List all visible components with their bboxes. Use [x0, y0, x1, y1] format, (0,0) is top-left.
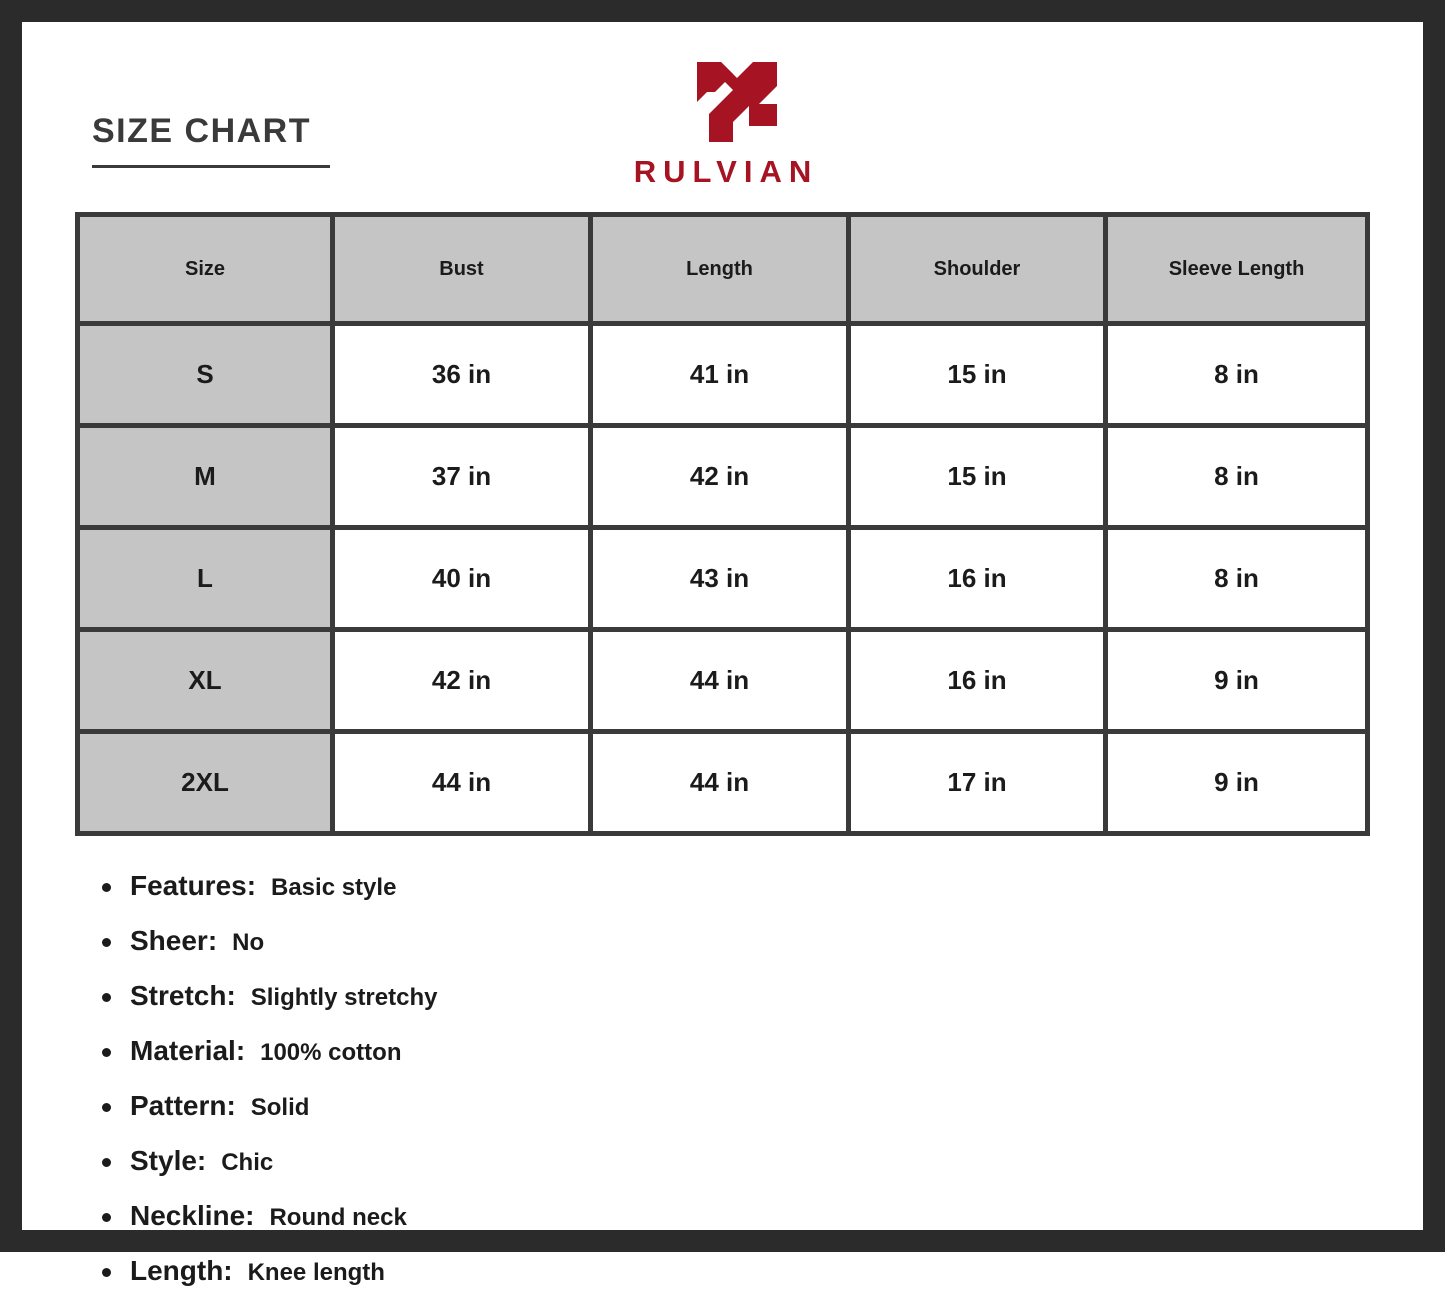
- cell-size: S: [80, 326, 335, 428]
- list-item: [96, 1137, 1371, 1187]
- column-header-size: Size: [80, 217, 335, 326]
- cell-shoulder: 15 in: [851, 326, 1108, 428]
- cell-sleeve-length: 8 in: [1108, 326, 1365, 428]
- cell-length: 44 in: [593, 734, 851, 831]
- detail-value: Slightly stretchy: [250, 984, 438, 1011]
- column-header-bust: Bust: [335, 217, 593, 326]
- cell-sleeve-length: 9 in: [1108, 734, 1365, 831]
- cell-shoulder: 17 in: [851, 734, 1108, 831]
- table-row: [80, 632, 1365, 734]
- table-row: [80, 530, 1365, 632]
- cell-length: 43 in: [593, 530, 851, 632]
- list-item: [96, 1247, 1371, 1297]
- detail-label: Sheer:: [130, 925, 218, 956]
- table-header-row: [80, 217, 1365, 326]
- brand-block: [74, 56, 1371, 190]
- table-row: [80, 734, 1365, 831]
- detail-label: Length:: [130, 1255, 233, 1286]
- page-inner: [22, 22, 1423, 1286]
- detail-value: Chic: [221, 1149, 274, 1176]
- cell-size: M: [80, 428, 335, 530]
- cell-sleeve-length: 9 in: [1108, 632, 1365, 734]
- list-item: [96, 862, 1371, 912]
- detail-value: Round neck: [269, 1204, 407, 1231]
- detail-value: Basic style: [271, 874, 397, 901]
- cell-size: XL: [80, 632, 335, 734]
- detail-value: 100% cotton: [260, 1039, 402, 1066]
- column-header-shoulder: Shoulder: [851, 217, 1108, 326]
- detail-label: Material:: [130, 1035, 246, 1066]
- cell-length: 44 in: [593, 632, 851, 734]
- detail-label: Stretch:: [130, 980, 236, 1011]
- cell-size: L: [80, 530, 335, 632]
- table-row: [80, 326, 1365, 428]
- detail-label: Style:: [130, 1145, 207, 1176]
- cell-length: 42 in: [593, 428, 851, 530]
- page-title: SIZE CHART: [92, 112, 311, 150]
- cell-length: 41 in: [593, 326, 851, 428]
- cell-shoulder: 16 in: [851, 530, 1108, 632]
- detail-label: Features:: [130, 870, 257, 901]
- column-header-sleeve-length: Sleeve Length: [1108, 217, 1365, 326]
- cell-size: 2XL: [80, 734, 335, 831]
- list-item: [96, 917, 1371, 967]
- detail-label: Neckline:: [130, 1200, 255, 1231]
- brand-name: RULVIAN: [633, 154, 819, 189]
- cell-bust: 37 in: [335, 428, 593, 530]
- cell-sleeve-length: 8 in: [1108, 428, 1365, 530]
- cell-shoulder: 16 in: [851, 632, 1108, 734]
- detail-value: No: [232, 929, 265, 956]
- list-item: [96, 1082, 1371, 1132]
- detail-label: Pattern:: [130, 1090, 236, 1121]
- product-details-list: [74, 862, 1371, 1297]
- table-row: [80, 428, 1365, 530]
- detail-value: Knee length: [247, 1259, 385, 1286]
- list-item: [96, 1027, 1371, 1077]
- column-header-length: Length: [593, 217, 851, 326]
- detail-value: Solid: [250, 1094, 310, 1121]
- cell-bust: 42 in: [335, 632, 593, 734]
- cell-sleeve-length: 8 in: [1108, 530, 1365, 632]
- cell-shoulder: 15 in: [851, 428, 1108, 530]
- cell-bust: 36 in: [335, 326, 593, 428]
- rulvian-r-logo-icon: [662, 56, 784, 148]
- size-chart-table: [75, 212, 1370, 836]
- cell-bust: 44 in: [335, 734, 593, 831]
- list-item: [96, 1192, 1371, 1242]
- page-header: [74, 22, 1371, 212]
- cell-bust: 40 in: [335, 530, 593, 632]
- list-item: [96, 972, 1371, 1022]
